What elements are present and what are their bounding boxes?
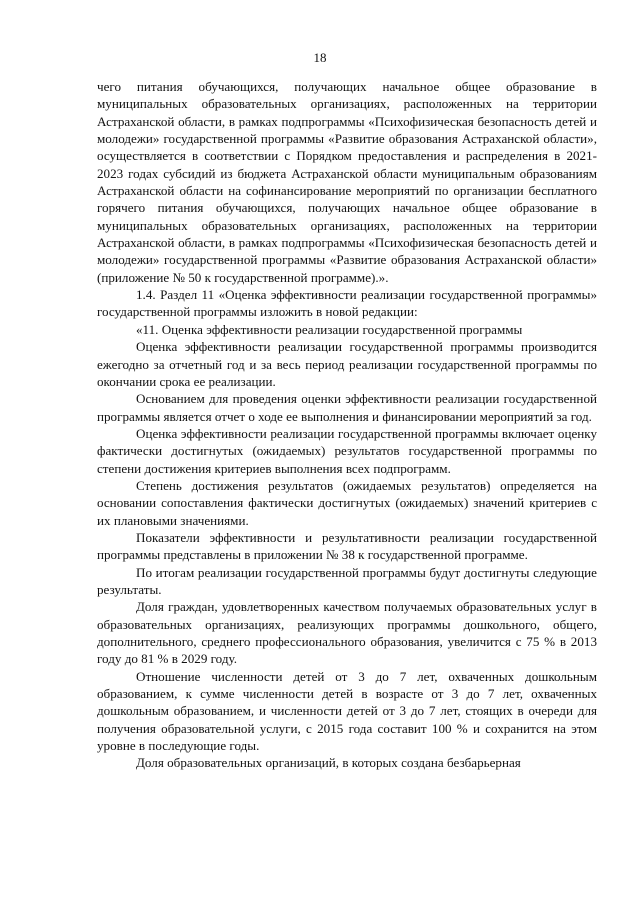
paragraph: Отношение численности детей от 3 до 7 лет, охваченных дошкольным образованием, к сумме численности детей в возрасте от 3 до 7 лет, охваченных дошкольным образованием, и численности детей от 3 до 7 лет, стоящих в очереди для получения образовательной услуги, с 2015 года составит 100 % и сохранится на этом уровне в последующие годы. [97,668,597,754]
paragraph-item-1-4: 1.4. Раздел 11 «Оценка эффективности реализации государственной программы» государственной программы изложить в новой редакции: [97,287,597,320]
paragraph: Доля образовательных организаций, в которых создана безбарьерная [136,755,521,771]
paragraph-continuation: чего питания обучающихся, получающих начальное общее образование в муниципальных образовательных организациях, расположенных на территории Астраханской области, в рамках подпрограммы «Психофизическая безопасность детей и молодежи» государственной программы «Развитие образования Астраханской области», осуществляется в соответствии с Порядком предоставления и распределения в 2021-2023 годах субсидий из бюджета Астраханской области муниципальным образованиям Астраханской области на софинансирование мероприятий по организации бесплатного горячего питания обучающихся, получающих начальное общее образование в муниципальных образовательных организациях, расположенных на территории Астраханской области, в рамках подпрограммы «Психофизическая безопасность детей и молодежи» государственной программы «Развитие образования Астраханской области» (приложение № 50 к государственной программе).». [97,79,597,285]
paragraph: По итогам реализации государственной программы будут достигнуты следующие результаты. [97,564,597,597]
page-number: 18 [313,50,327,65]
paragraph: Доля граждан, удовлетворенных качеством получаемых образовательных услуг в образовательных организациях, реализующих программы дошкольного, общего, дополнительного, среднего профессионального образования, увеличится с 75 % в 2013 году до 81 % в 2029 году. [97,599,597,667]
section-heading: «11. Оценка эффективности реализации государственной программы [136,321,523,337]
paragraph: Оценка эффективности реализации государственной программы производится ежегодно за отчетный год и за весь период реализации государственной программы по окончании срока ее реализации. [97,339,597,389]
paragraph: Показатели эффективности и результативности реализации государственной программы представлены в приложении № 38 к государственной программе. [97,529,597,563]
paragraph: Основанием для проведения оценки эффективности реализации государственной программы является отчет о ходе ее выполнения и финансировании мероприятий за год. [97,391,597,424]
paragraph: Степень достижения результатов (ожидаемых результатов) определяется на основании сопоставления фактически достигнутых (ожидаемых) значений критериев с их плановыми значениями. [97,477,597,528]
document-body [97,78,597,772]
paragraph: Оценка эффективности реализации государственной программы включает оценку фактически достигнутых (ожидаемых) результатов государственной программы по степени достижения критериев выполнения всех подпрограмм. [97,425,597,476]
